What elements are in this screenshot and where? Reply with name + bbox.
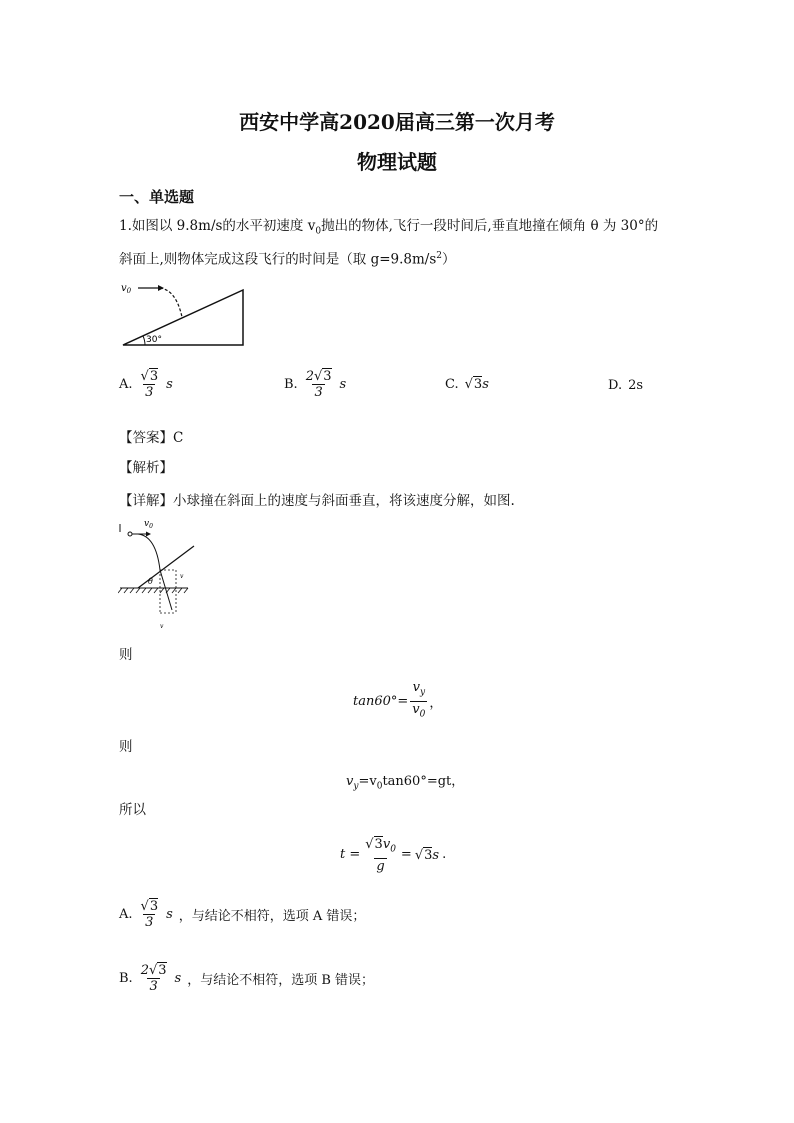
then-label-2: 则 xyxy=(119,739,133,755)
equation-1: tan60°= $\frac{v_y}{v_0}$ ， xyxy=(353,680,442,722)
option-b[interactable]: B. $\frac{2√3}{3}$ s xyxy=(284,369,347,400)
analysis-option-b: B. $\frac{2√3}{3}$ s ，与结论不相符，选项 B 错误； xyxy=(119,963,375,994)
detail-line: 【详解】小球撞在斜面上的速度与斜面垂直，将该速度分解，如图. xyxy=(119,493,515,509)
decomposition-figure xyxy=(118,518,208,633)
analysis-option-a: A. $\frac{√3}{3}$ s ，与结论不相符，选项 A 错误； xyxy=(119,899,366,930)
theta-label: θ xyxy=(148,577,153,586)
svg-text:v: v xyxy=(160,623,164,630)
figure-v0-label: $v_0$ xyxy=(121,283,132,295)
page-subtitle: 物理试题 xyxy=(357,150,437,174)
fig2-v0-label: $v_0$ xyxy=(144,519,153,530)
angle-label: 30° xyxy=(146,335,162,345)
equation-2: $v_y=v_0\tan 60^\circ=gt$， xyxy=(346,774,465,792)
option-c[interactable]: C. √3s xyxy=(445,376,489,392)
option-a[interactable]: A. $\frac{√3}{3}$ s xyxy=(119,369,173,400)
incline-figure xyxy=(118,280,248,350)
svg-text:v: v xyxy=(180,573,184,580)
section-heading: 一、单选题 xyxy=(119,188,195,206)
question-line-1: 1.如图以 9.8m/s的水平初速度 $v_0$抛出的物体,飞行一段时间后,垂直地撞在倾角 θ 为 30°的 xyxy=(119,218,659,237)
equation-3: t = $\frac{√3v_0}{g}$ = √3s . xyxy=(340,837,447,874)
answer-line: 【答案】C xyxy=(119,430,184,446)
analysis-tag: 【解析】 xyxy=(119,460,173,476)
trajectory-curve xyxy=(160,288,182,317)
so-label: 所以 xyxy=(119,802,146,818)
then-label-1: 则 xyxy=(119,647,133,663)
option-d[interactable]: D. 2s xyxy=(608,378,644,393)
page-title: 西安中学高2020届高三第一次月考 xyxy=(239,110,555,134)
question-line-2: 斜面上,则物体完成这段飞行的时间是（取 $g=9.8m/s^2$） xyxy=(119,251,456,268)
